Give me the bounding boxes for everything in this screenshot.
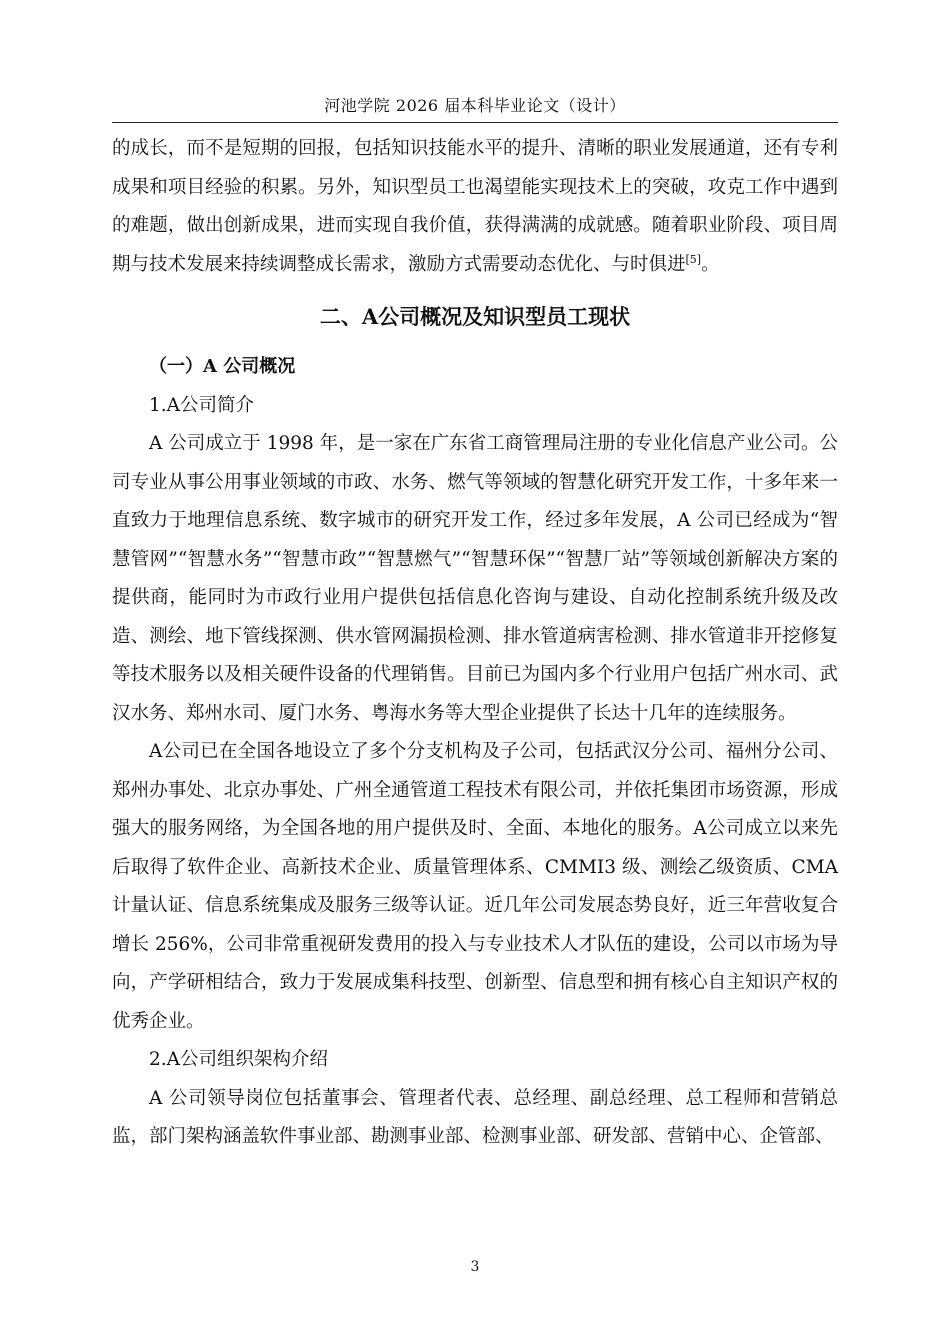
paragraph-org-structure: A 公司领导岗位包括董事会、管理者代表、总经理、副总经理、总工程师和营销总监，部门架构涵盖软件事业部、勘测事业部、检测事业部、研发部、营销中心、企管部、 xyxy=(112,1087,838,1147)
paragraph-company-intro: A 公司成立于 1998 年，是一家在广东省工商管理局注册的专业化信息产业公司。公司专业从事公用事业领域的市政、水务、燃气等领域的智慧化研究开发工作，十多年来一直致力于地理信息系统、数字城市的研究开发工作，经过多年发展，A 公司已经成为“智慧管网”“智慧水务”“智慧市政”“智慧燃气”“智慧环保”“智慧厂站”等领域创新解决方案的提供商，能同时为市政行业用户提供包括信息化咨询与建设、自动化控制系统升级及改造、测绘、地下管线探测、供水管网漏损检测、排水管道病害检测、排水管道非开挖修复等技术服务以及相关硬件设备的代理销售。目前已为国内多个行业用户包括广州水司、武汉水务、郑州水司、厦门水务、粤海水务等大型企业提供了长达十几年的连续服务。 xyxy=(112,433,838,724)
paragraph-continued xyxy=(112,130,838,284)
page-header: 河池学院 2026 届本科毕业论文（设计） xyxy=(324,96,626,115)
paragraph-continued-text: 的成长，而不是短期的回报，包括知识技能水平的提升、清晰的职业发展通道，还有专利成果和项目经验的积累。另外，知识型员工也渴望能实现技术上的突破，攻克工作中遇到的难题，做出创新成果，进而实现自我价值，获得满满的成就感。随着职业阶段、项目周期与技术发展来持续调整成长需求，激励方式需要动态优化、与时俱进 xyxy=(112,138,838,275)
subsection-heading: （一）A 公司概况 xyxy=(149,356,296,377)
subsubsection-heading-company-intro: 1.A公司简介 xyxy=(149,394,255,416)
header-rule xyxy=(112,122,838,123)
citation-reference: [5] xyxy=(685,252,702,266)
page-number: 3 xyxy=(470,1259,480,1275)
paragraph-continued-end: 。 xyxy=(701,253,720,275)
document-body xyxy=(112,130,838,1157)
paragraph-company-branches: A公司已在全国各地设立了多个分支机构及子公司，包括武汉分公司、福州分公司、郑州办事处、北京办事处、广州全通管道工程技术有限公司，并依托集团市场资源，形成强大的服务网络，为全国各地的用户提供及时、全面、本地化的服务。A公司成立以来先后取得了软件企业、高新技术企业、质量管理体系、CMMI3 级、测绘乙级资质、CMA计量认证、信息系统集成及服务三级等认证。近几年公司发展态势良好，近三年营收复合增长 256%，公司非常重视研发费用的投入与专业技术人才队伍的建设，公司以市场为导向，产学研相结合，致力于发展成集科技型、创新型、信息型和拥有核心自主知识产权的优秀企业。 xyxy=(112,741,838,1032)
section-heading: 二、A公司概况及知识型员工现状 xyxy=(319,304,631,329)
subsubsection-heading-org-structure: 2.A公司组织架构介绍 xyxy=(149,1049,329,1070)
